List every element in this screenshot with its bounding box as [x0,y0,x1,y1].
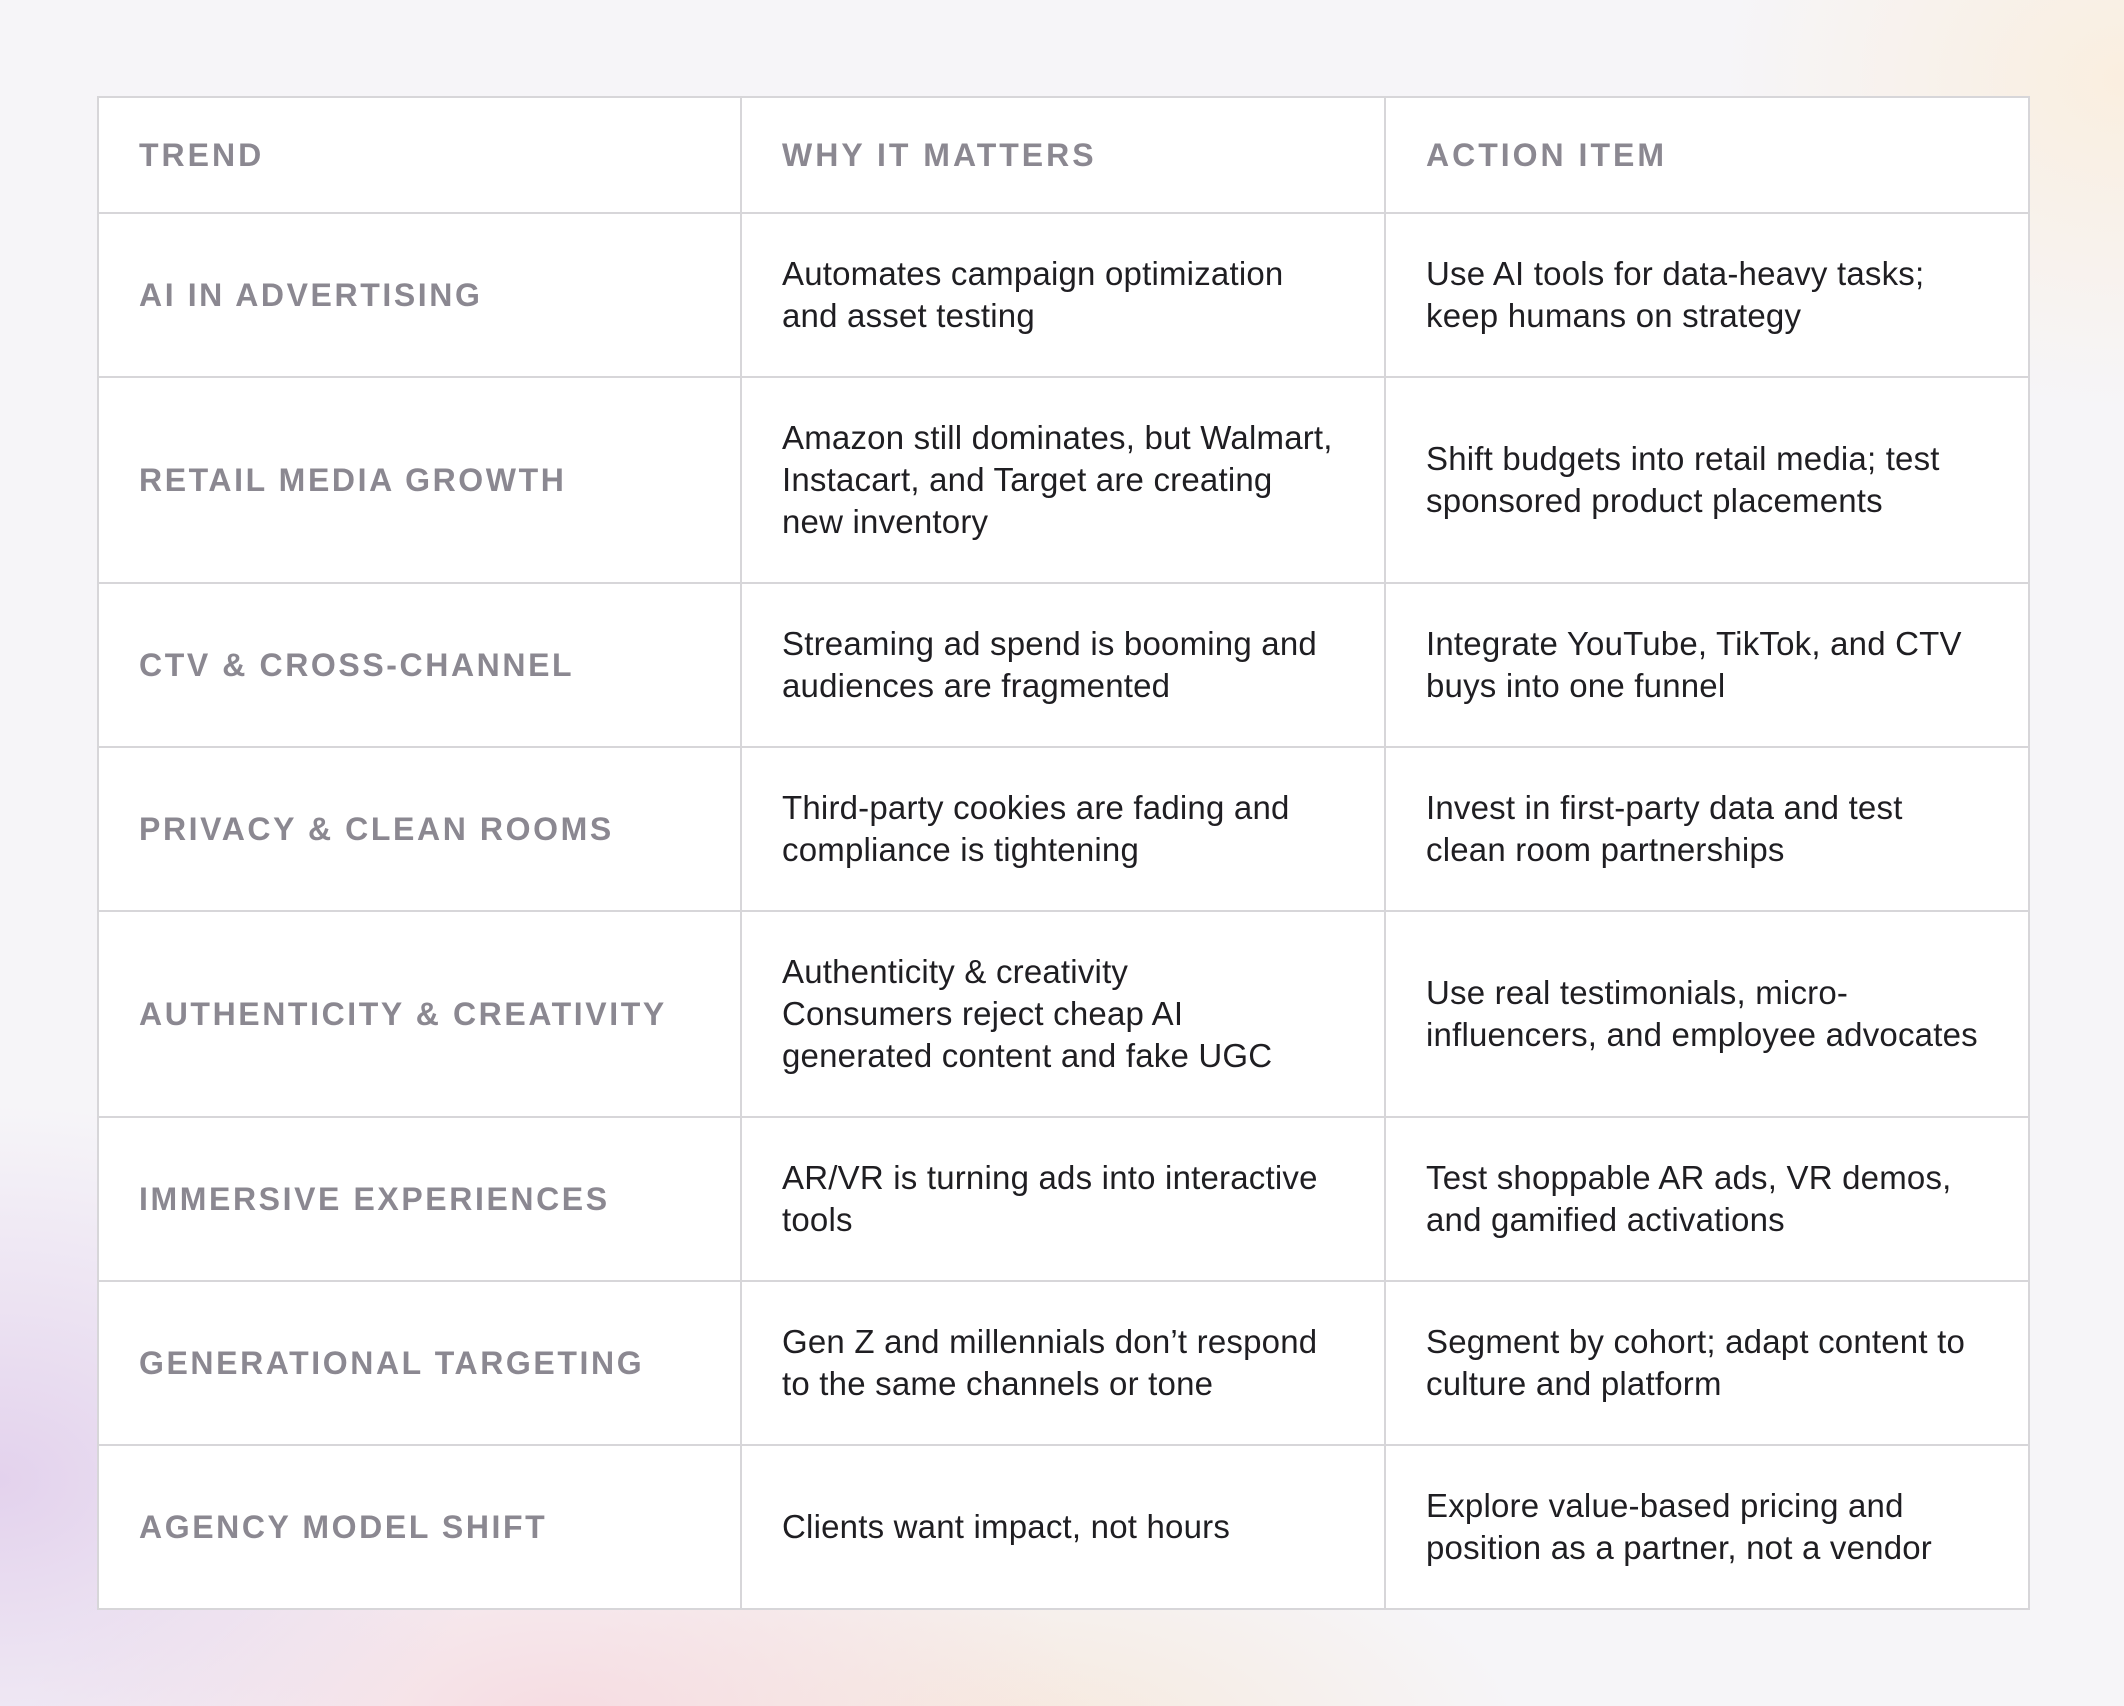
header-action-item: ACTION ITEM [1385,97,2029,213]
action-cell [1385,1281,2029,1445]
action-line: buys into one funnel [1426,667,1726,704]
trend-cell: AGENCY MODEL SHIFT [98,1445,741,1609]
why-line: Automates campaign optimization [782,255,1284,292]
action-line: Use real testimonials, micro- [1426,974,1849,1011]
why-line: audiences are fragmented [782,667,1171,704]
table-row [98,213,2029,377]
why-line: Third-party cookies are fading and [782,789,1290,826]
why-cell [741,1117,1385,1281]
action-line: clean room partnerships [1426,831,1785,868]
why-line: AR/VR is turning ads into interactive [782,1159,1318,1196]
action-line: Shift budgets into retail media; test [1426,440,1940,477]
why-line: to the same channels or tone [782,1365,1214,1402]
why-line: new inventory [782,503,989,540]
why-line: Instacart, and Target are creating [782,461,1273,498]
trend-cell: GENERATIONAL TARGETING [98,1281,741,1445]
why-line: Clients want impact, not hours [782,1508,1231,1545]
header-why-it-matters: WHY IT MATTERS [741,97,1385,213]
table-row [98,1117,2029,1281]
action-line: Invest in first-party data and test [1426,789,1903,826]
action-line: culture and platform [1426,1365,1722,1402]
trend-cell: AUTHENTICITY & CREATIVITY [98,911,741,1117]
action-cell [1385,377,2029,583]
trend-cell: IMMERSIVE EXPERIENCES [98,1117,741,1281]
why-line: Amazon still dominates, but Walmart, [782,419,1333,456]
why-line: and asset testing [782,297,1035,334]
action-line: sponsored product placements [1426,482,1883,519]
table-row [98,583,2029,747]
table-row [98,911,2029,1117]
table-row [98,1281,2029,1445]
action-cell [1385,1117,2029,1281]
action-cell [1385,747,2029,911]
why-cell [741,583,1385,747]
why-cell [741,377,1385,583]
header-trend: TREND [98,97,741,213]
why-line: compliance is tightening [782,831,1140,868]
action-line: position as a partner, not a vendor [1426,1529,1932,1566]
action-line: and gamified activations [1426,1201,1785,1238]
why-line: Gen Z and millennials don’t respond [782,1323,1318,1360]
why-cell [741,1281,1385,1445]
trend-cell: RETAIL MEDIA GROWTH [98,377,741,583]
action-cell [1385,583,2029,747]
why-line: Authenticity & creativity [782,953,1129,990]
why-line: generated content and fake UGC [782,1037,1273,1074]
action-cell [1385,1445,2029,1609]
trend-cell: CTV & CROSS-CHANNEL [98,583,741,747]
trends-table [97,96,2030,1610]
why-cell [741,213,1385,377]
why-line: tools [782,1201,853,1238]
why-cell [741,747,1385,911]
action-line: Use AI tools for data-heavy tasks; [1426,255,1925,292]
action-line: influencers, and employee advocates [1426,1016,1978,1053]
why-cell [741,1445,1385,1609]
table-header-row [98,97,2029,213]
why-line: Consumers reject cheap AI [782,995,1184,1032]
table-row [98,1445,2029,1609]
table-row [98,747,2029,911]
why-cell [741,911,1385,1117]
trend-cell: PRIVACY & CLEAN ROOMS [98,747,741,911]
table-row [98,377,2029,583]
trend-cell: AI IN ADVERTISING [98,213,741,377]
action-line: Integrate YouTube, TikTok, and CTV [1426,625,1962,662]
why-line: Streaming ad spend is booming and [782,625,1317,662]
action-line: Test shoppable AR ads, VR demos, [1426,1159,1952,1196]
action-cell [1385,911,2029,1117]
action-line: Segment by cohort; adapt content to [1426,1323,1966,1360]
action-line: Explore value-based pricing and [1426,1487,1904,1524]
action-cell [1385,213,2029,377]
action-line: keep humans on strategy [1426,297,1802,334]
